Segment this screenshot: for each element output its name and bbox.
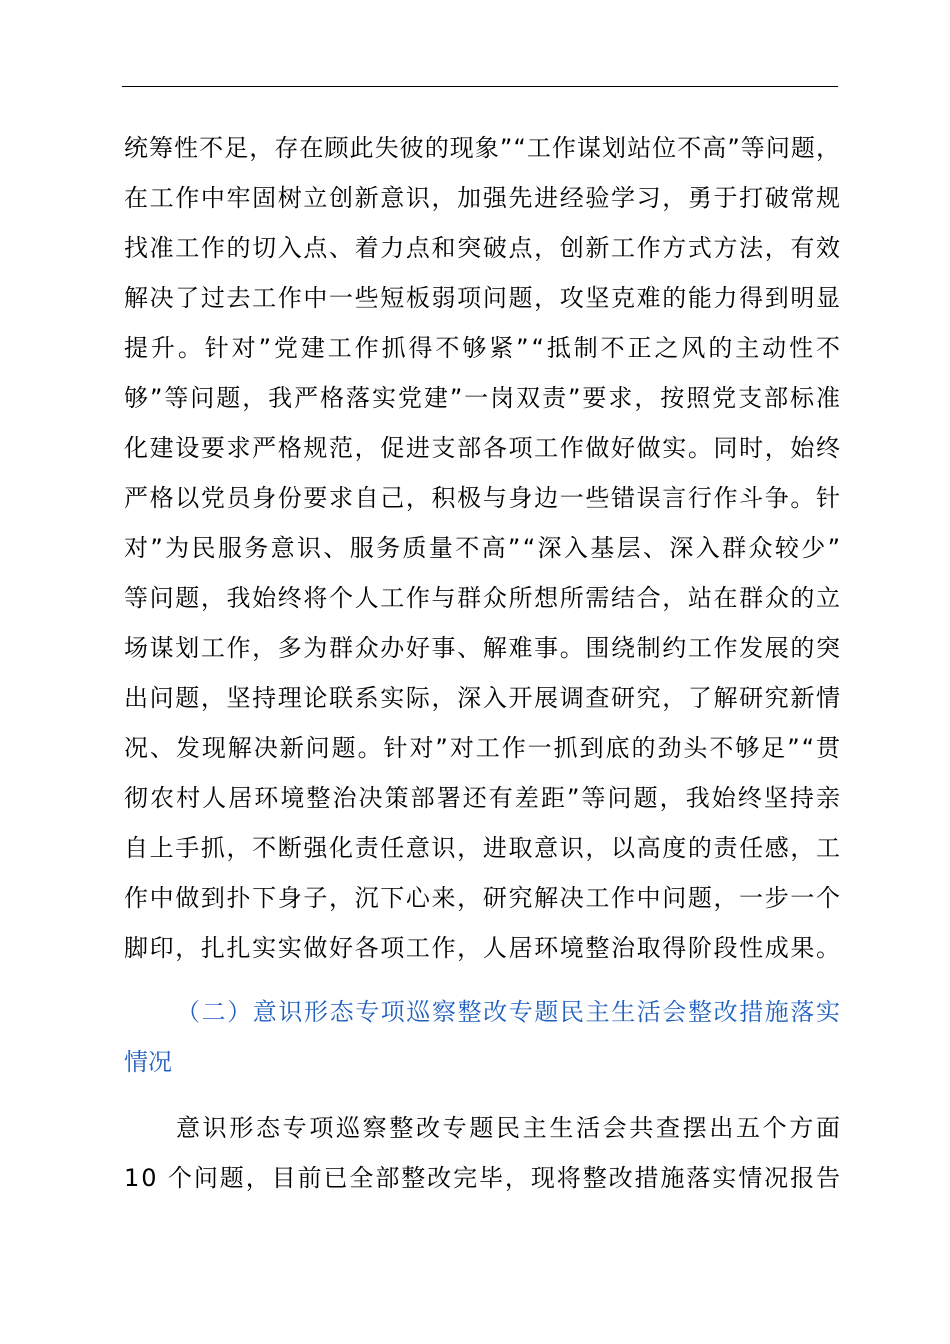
text-line: 化建设要求严格规范，促进支部各项工作做好做实。同时，始终 (124, 434, 842, 462)
text-line: 况、发现解决新问题。针对”对工作一抓到底的劲头不够足”“贯 (124, 734, 842, 762)
text-line: 对”为民服务意识、服务质量不高”“深入基层、深入群众较少” (124, 534, 843, 562)
text-line: 作中做到扑下身子，沉下心来，研究解决工作中问题，一步一个 (124, 884, 842, 912)
paragraph-2 (124, 1103, 843, 1203)
heading-line: （二）意识形态专项巡察整改专题民主生活会整改措施落实 (176, 998, 842, 1026)
text-line: 够”等问题，我严格落实党建”一岗双责”要求，按照党支部标准 (124, 384, 842, 412)
text-line: 在工作中牢固树立创新意识，加强先进经验学习，勇于打破常规 (124, 184, 842, 212)
text-line: 等问题，我始终将个人工作与群众所想所需结合，站在群众的立 (124, 584, 842, 612)
text-line: 统筹性不足，存在顾此失彼的现象”“工作谋划站位不高”等问题， (124, 134, 842, 162)
section-heading (124, 987, 840, 1087)
heading-line: 情况 (124, 1048, 172, 1076)
text-line: 找准工作的切入点、着力点和突破点，创新工作方式方法，有效 (124, 234, 842, 262)
text-line: 自上手抓，不断强化责任意识，进取意识，以高度的责任感，工 (124, 834, 842, 862)
text-line: 提升。针对”党建工作抓得不够紧”“抵制不正之风的主动性不 (124, 334, 843, 362)
text-line: 解决了过去工作中一些短板弱项问题，攻坚克难的能力得到明显 (124, 284, 842, 312)
text-line: 10 个问题，目前已全部整改完毕，现将整改措施落实情况报告 (124, 1164, 842, 1192)
text-line: 脚印，扎扎实实做好各项工作，人居环境整治取得阶段性成果。 (124, 934, 842, 962)
text-line: 彻农村人居环境整治决策部署还有差距”等问题，我始终坚持亲 (124, 784, 843, 812)
paragraph-1 (124, 123, 843, 973)
text-line: 出问题，坚持理论联系实际，深入开展调查研究，了解研究新情 (124, 684, 842, 712)
text-line: 严格以党员身份要求自己，积极与身边一些错误言行作斗争。针 (124, 484, 842, 512)
text-line: 场谋划工作，多为群众办好事、解难事。围绕制约工作发展的突 (124, 634, 842, 662)
text-line: 意识形态专项巡察整改专题民主生活会共查摆出五个方面 (176, 1114, 843, 1142)
header-rule (122, 86, 838, 87)
